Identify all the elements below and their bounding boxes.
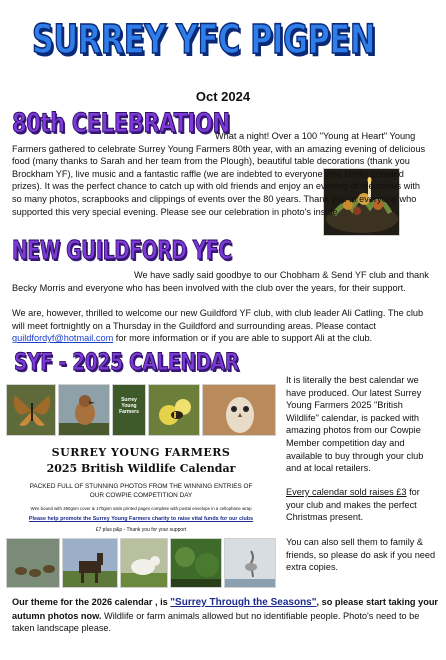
masthead-title: SURREY YFC PIGPEN bbox=[32, 17, 376, 63]
calendar-spec-text: Wire bound with 350gsm cover & 170gsm satin printed pages complete with postal envelope in a cellophane wrap bbox=[30, 506, 252, 511]
theme-name: "Surrey Through the Seasons" bbox=[170, 597, 317, 608]
calendar-side-para-3: You can also sell them to family & friends, so please do ask if you need extra copies. bbox=[286, 537, 436, 573]
calendar-card bbox=[112, 384, 146, 436]
calendar-raises-text: Every calendar sold raises £3 bbox=[286, 487, 407, 497]
calendar-promo-text: Please help promote the Surrey Young Farmers charity to raise vital funds for our clubs bbox=[28, 516, 254, 522]
calendar-photo-bird bbox=[58, 384, 110, 436]
calendar-title-line-1: SURREY YOUNG FARMERS bbox=[51, 446, 231, 459]
calendar-title-line-2: 2025 British Wildlife Calendar bbox=[46, 462, 236, 475]
calendar-photo-goat bbox=[120, 538, 168, 588]
calendar-side-para-1: It is literally the best calendar we have produced. Our latest Surrey Young Farmers 2025 "British Wildlife" calendar, is packed with amazing photos from our Cowpie Member competition day and available to buy through your club and at local retailers. bbox=[286, 375, 424, 474]
calendar-price-text: £7 plus p&p - Thank you for your support bbox=[95, 527, 187, 533]
celebration-text: What a night! Over a 100 "Young at Heart" Young Farmers gathered to celebrate Surrey Young Farmers 80th year, with an amazing evening of delicious food (many thanks to Sarah and her team from the Plough), beautiful table decorations (thank you Brockham YF), live music and a fantastic raffle (we are indebted to everyone who kindly donated prizes). It was the perfect chance to catch up with old friends and enjoy an evening of memories with so many photos, scrapbooks and clippings of events over the 80 years. Thank you to everyone who supported this very special evening. Please see our celebration in photo's inside. bbox=[12, 131, 426, 217]
issue-date: Oct 2024 bbox=[195, 89, 251, 104]
calendar-photo-butterfly bbox=[6, 384, 56, 436]
calendar-photo-owl bbox=[202, 384, 276, 436]
calendar-photo-bee bbox=[148, 384, 200, 436]
calendar-photo-ducklings bbox=[6, 538, 60, 588]
calendar-flyer bbox=[6, 382, 278, 590]
calendar-side-para-2: Every calendar sold raises £3 for your club and makes the perfect Christmas present. bbox=[286, 487, 420, 523]
theme-note: Our theme for the 2026 calendar , is "Surrey Through the Seasons", so please start taking your autumn photos now. Wildlife or farm animals allowed but no identifiable people. Photo's need to be taken landscape please. bbox=[12, 597, 439, 634]
calendar-photo-hedgerow bbox=[170, 538, 222, 588]
calendar-photo-horse bbox=[62, 538, 118, 588]
guildford-para-2: We are, however, thrilled to welcome our new Guildford YF club, with club leader Ali Catling. The club will meet fortnightly on a Thursday in the Guildford and surrounding areas. Please contact guildfordyf@hotmail.com for more information or if you are able to support Ali at the club. bbox=[12, 308, 424, 344]
calendar-photo-heron bbox=[224, 538, 276, 588]
guildford-heading: NEW GUILDFORD YFC bbox=[12, 236, 232, 266]
calendar-card-label: Surrey Young Farmers bbox=[119, 397, 139, 415]
celebration-heading: 80th CELEBRATION bbox=[12, 108, 230, 139]
guildford-para-1: We have sadly said goodbye to our Chobham & Send YF club and thank Becky Morris and everyone who has been involved with the club over the years, for their support. bbox=[12, 270, 429, 293]
calendar-heading: SYF - 2025 CALENDAR bbox=[14, 348, 239, 376]
guildford-email-link[interactable]: guildfordyf@hotmail.com bbox=[12, 333, 114, 344]
calendar-packed-text: PACKED FULL OF STUNNING PHOTOS FROM THE WINNING ENTRIES OF OUR COWPIE COMPETITION DAY bbox=[29, 483, 253, 499]
